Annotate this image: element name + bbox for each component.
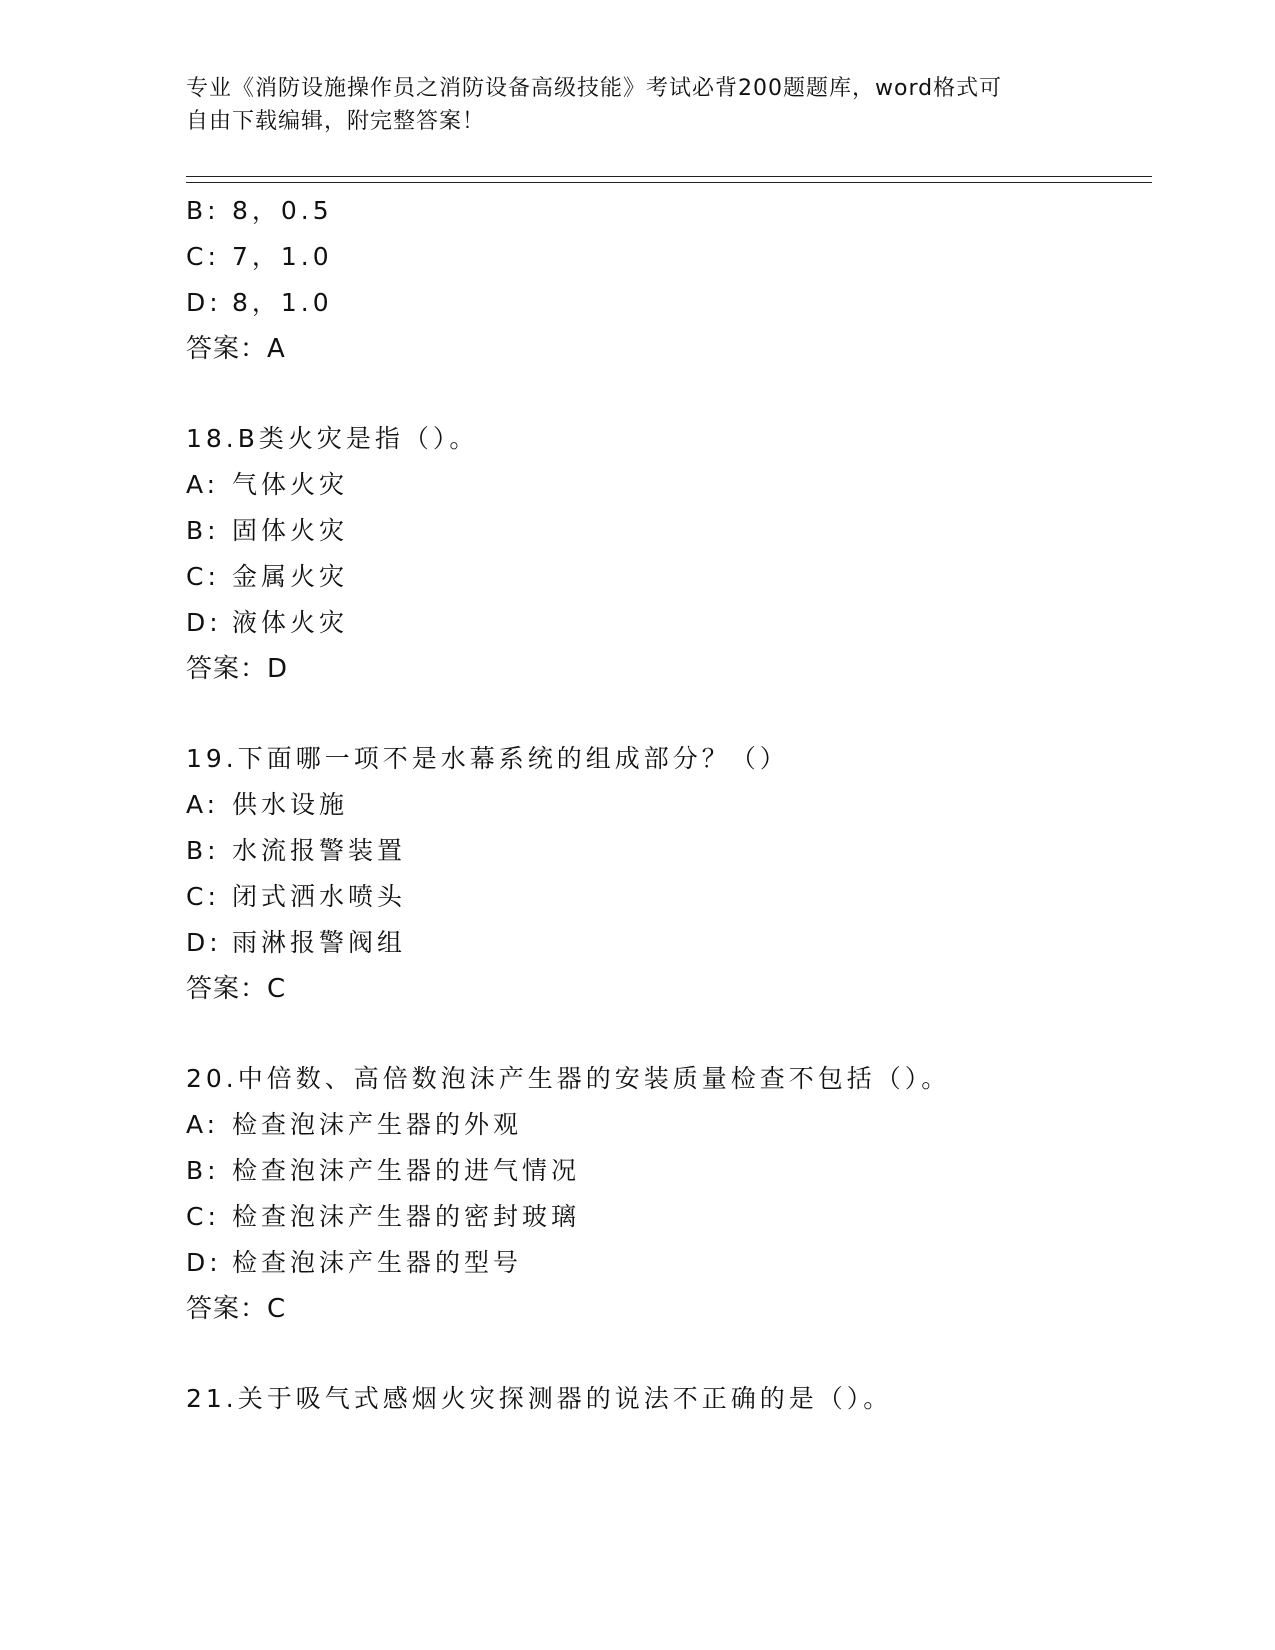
option-text: 检查泡沫产生器的密封玻璃 (232, 1202, 581, 1231)
answer: 答案：C (186, 974, 287, 1004)
option-d (186, 600, 1152, 646)
header-divider (186, 176, 1152, 183)
question-20 (186, 1056, 1152, 1332)
option-b (186, 828, 1152, 874)
question-21 (186, 1376, 1152, 1422)
option-letter: D: (186, 608, 222, 637)
option-text: 液体火灾 (232, 608, 349, 637)
option-a (186, 462, 1152, 508)
option-text: 检查泡沫产生器的进气情况 (232, 1156, 581, 1185)
option-letter: A: (186, 790, 220, 819)
option-c (186, 874, 1152, 920)
option-letter: A: (186, 1110, 220, 1139)
option-letter: D: (186, 1248, 222, 1277)
option-b (186, 508, 1152, 554)
option-d (186, 280, 1152, 326)
question-title: 19.下面哪一项不是水幕系统的组成部分？（） (186, 744, 789, 773)
option-text: 7，1.0 (232, 242, 333, 271)
option-text: 雨淋报警阀组 (232, 928, 407, 957)
question-17-continued (186, 188, 1152, 372)
answer: 答案：C (186, 1294, 287, 1324)
header-line-1: 专业《消防设施操作员之消防设备高级技能》考试必背200题题库，word格式可 (186, 76, 1003, 101)
answer: 答案：D (186, 654, 289, 684)
option-letter: C: (186, 562, 220, 591)
option-text: 水流报警装置 (232, 836, 407, 865)
option-text: 金属火灾 (232, 562, 349, 591)
option-text: 固体火灾 (232, 516, 349, 545)
option-text: 8，0.5 (232, 196, 333, 225)
answer: 答案：A (186, 334, 286, 364)
option-d (186, 1240, 1152, 1286)
option-letter: B: (186, 516, 220, 545)
option-a (186, 1102, 1152, 1148)
option-letter: C: (186, 1202, 220, 1231)
option-text: 气体火灾 (232, 470, 349, 499)
option-c (186, 234, 1152, 280)
option-text: 闭式洒水喷头 (232, 882, 407, 911)
question-title: 21.关于吸气式感烟火灾探测器的说法不正确的是（）。 (186, 1384, 893, 1413)
option-d (186, 920, 1152, 966)
option-letter: B: (186, 196, 220, 225)
option-text: 供水设施 (232, 790, 349, 819)
option-letter: B: (186, 1156, 220, 1185)
question-title: 18.B类火灾是指（）。 (186, 424, 479, 453)
header-line-2: 自由下载编辑，附完整答案！ (186, 109, 486, 134)
option-letter: B: (186, 836, 220, 865)
option-letter: D: (186, 288, 222, 317)
option-a (186, 782, 1152, 828)
option-letter: A: (186, 470, 220, 499)
option-text: 检查泡沫产生器的外观 (232, 1110, 523, 1139)
option-letter: D: (186, 928, 222, 957)
document-body (186, 188, 1152, 1422)
question-18 (186, 416, 1152, 692)
option-text: 检查泡沫产生器的型号 (232, 1248, 523, 1277)
page-header (186, 72, 1066, 138)
option-letter: C: (186, 882, 220, 911)
option-letter: C: (186, 242, 220, 271)
question-title: 20.中倍数、高倍数泡沫产生器的安装质量检查不包括（）。 (186, 1064, 951, 1093)
option-text: 8，1.0 (232, 288, 333, 317)
option-b (186, 1148, 1152, 1194)
question-19 (186, 736, 1152, 1012)
option-b (186, 188, 1152, 234)
option-c (186, 554, 1152, 600)
option-c (186, 1194, 1152, 1240)
